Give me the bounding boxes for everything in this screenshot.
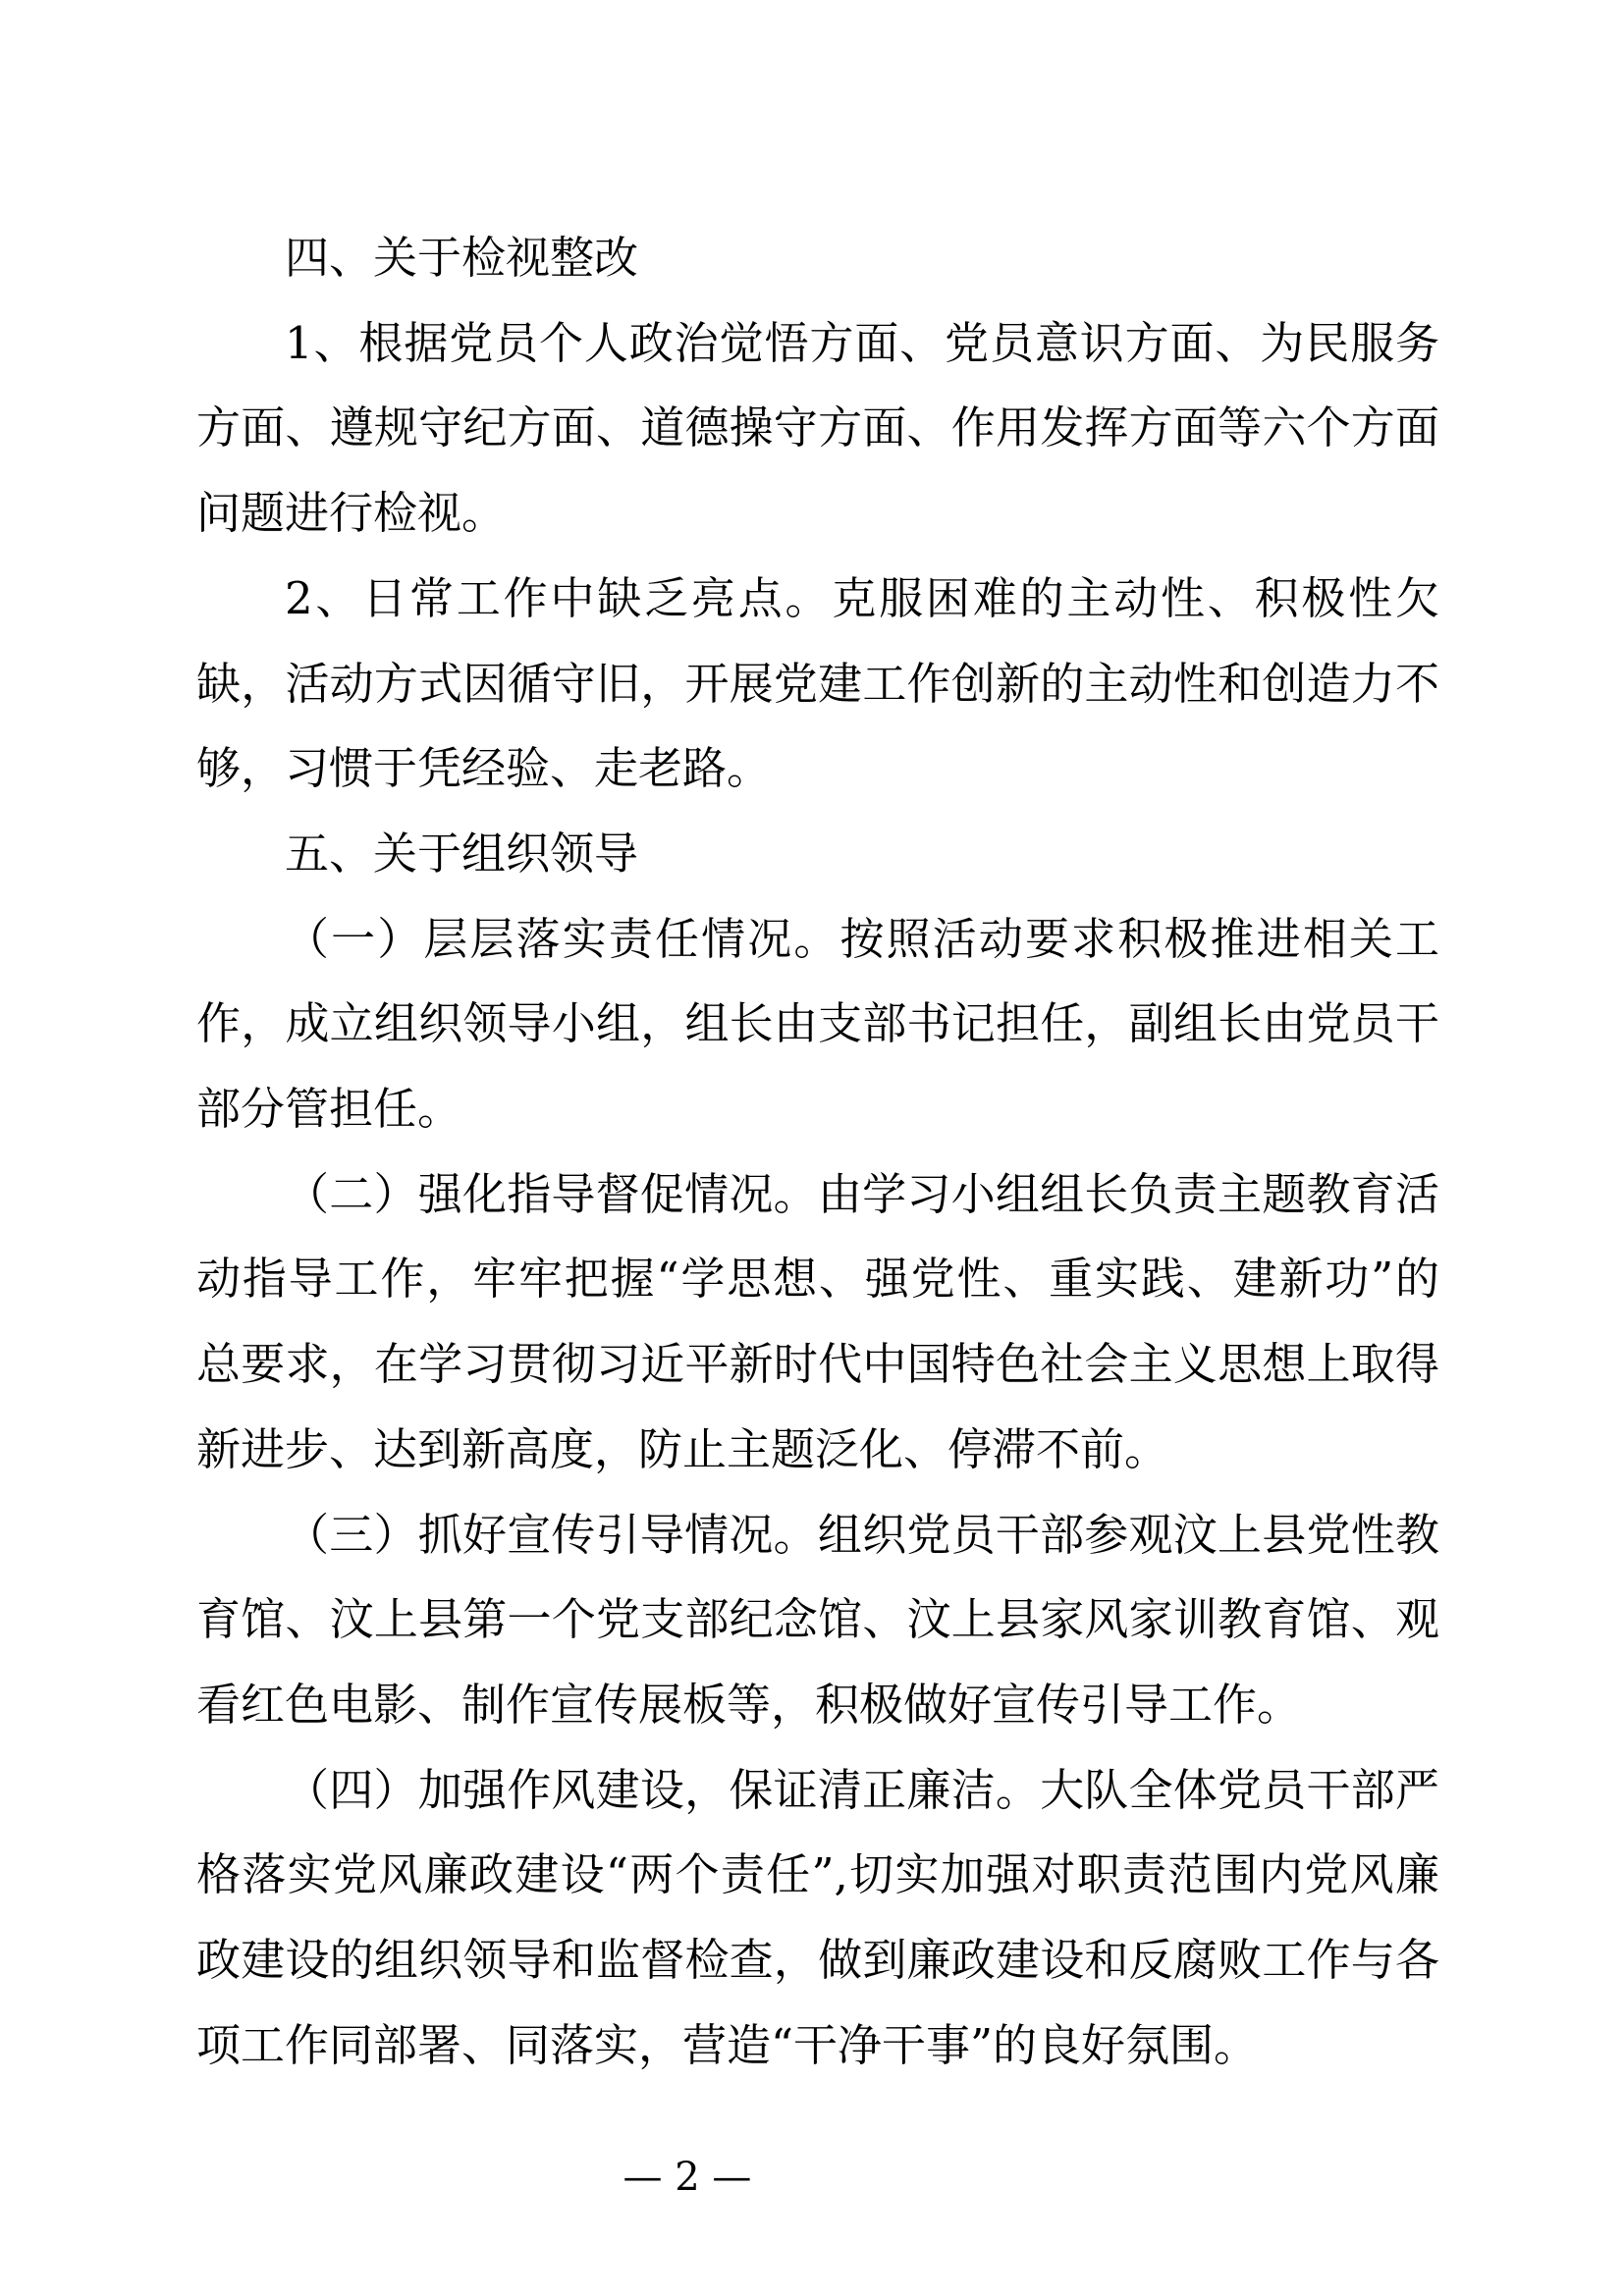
text-line: 2、日常工作中缺乏亮点。克服困难的主动性、积极性欠: [285, 571, 1439, 624]
text-line: 缺，活动方式因循守旧，开展党建工作创新的主动性和创造力不: [196, 657, 1439, 710]
text-line: 四、关于检视整改: [285, 232, 639, 284]
text-line: 育馆、汶上县第一个党支部纪念馆、汶上县家风家训教育馆、观: [196, 1593, 1439, 1646]
text-line: 总要求，在学习贯彻习近平新时代中国特色社会主义思想上取得: [196, 1338, 1439, 1391]
text-line: （三）抓好宣传引导情况。组织党员干部参观汶上县党性教: [285, 1508, 1439, 1561]
text-line: 问题进行检视。: [196, 487, 507, 540]
text-line: （二）强化指导督促情况。由学习小组组长负责主题教育活: [285, 1167, 1439, 1220]
text-line: 看红色电影、制作宣传展板等，积极做好宣传引导工作。: [196, 1678, 1302, 1731]
text-line: （一）层层落实责任情况。按照活动要求积极推进相关工: [285, 912, 1439, 965]
text-line: 1、根据党员个人政治觉悟方面、党员意识方面、为民服务: [285, 316, 1439, 369]
text-line: （四）加强作风建设，保证清正廉洁。大队全体党员干部严: [285, 1763, 1439, 1816]
text-line: 五、关于组织领导: [285, 827, 639, 880]
text-line: 作，成立组织领导小组，组长由支部书记担任，副组长由党员干: [196, 997, 1439, 1050]
text-line: 动指导工作，牢牢把握“学思想、强党性、重实践、建新功”的: [196, 1253, 1439, 1306]
text-line: 新进步、达到新高度，防止主题泛化、停滞不前。: [196, 1422, 1169, 1475]
text-line: 政建设的组织领导和监督检查，做到廉政建设和反腐败工作与各: [196, 1934, 1439, 1986]
text-line: 部分管担任。: [196, 1083, 462, 1135]
page-number: — 2 —: [623, 2155, 752, 2200]
text-line: 方面、遵规守纪方面、道德操守方面、作用发挥方面等六个方面: [196, 401, 1439, 454]
text-line: 够，习惯于凭经验、走老路。: [196, 742, 772, 795]
text-line: 格落实党风廉政建设“两个责任”,切实加强对职责范围内党风廉: [196, 1848, 1439, 1901]
text-line: 项工作同部署、同落实，营造“干净干事”的良好氛围。: [196, 2018, 1259, 2071]
